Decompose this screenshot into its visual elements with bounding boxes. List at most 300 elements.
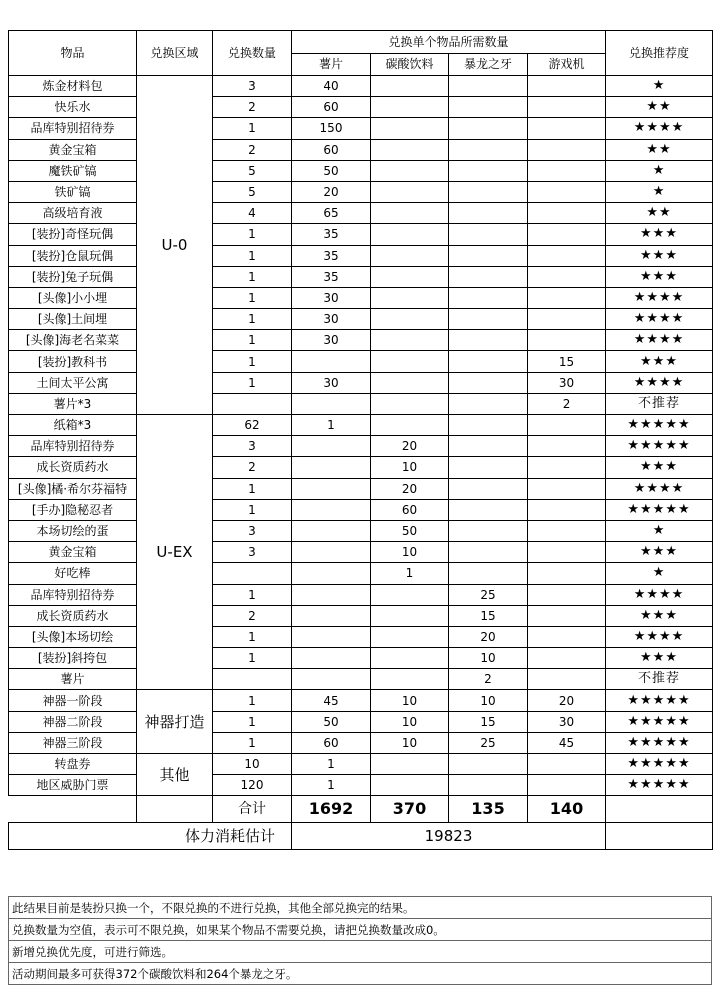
table-row [9, 118, 713, 139]
cost-soda [371, 203, 449, 224]
cost-soda [371, 266, 449, 287]
quantity-cell: 1 [213, 690, 292, 711]
table-row [9, 626, 713, 647]
item-name: 好吃棒 [9, 563, 137, 584]
cost-fang [449, 542, 528, 563]
cost-chips: 35 [292, 224, 371, 245]
table-row [9, 309, 713, 330]
recommend-rating: ★ [606, 181, 713, 202]
cost-fang [449, 224, 528, 245]
quantity-cell: 3 [213, 436, 292, 457]
cost-fang: 20 [449, 626, 528, 647]
cost-console [528, 203, 606, 224]
total-empty [9, 796, 137, 823]
table-row [9, 97, 713, 118]
note-row [9, 897, 712, 919]
quantity-cell: 1 [213, 118, 292, 139]
cost-fang [449, 351, 528, 372]
recommend-rating: ★★★ [606, 457, 713, 478]
cost-fang [449, 415, 528, 436]
quantity-cell: 2 [213, 97, 292, 118]
cost-chips: 65 [292, 203, 371, 224]
table-row [9, 478, 713, 499]
cost-fang: 15 [449, 711, 528, 732]
note-text: 此结果目前是装扮只换一个，不限兑换的不进行兑换，其他全部兑换完的结果。 [9, 897, 712, 919]
cost-soda: 10 [371, 690, 449, 711]
item-name: 本场切绘的蛋 [9, 520, 137, 541]
cost-soda [371, 393, 449, 414]
item-name: 黄金宝箱 [9, 139, 137, 160]
cost-soda [371, 76, 449, 97]
region-cell: 神器打造 [137, 690, 213, 754]
item-name: [头像]土间埋 [9, 309, 137, 330]
quantity-cell: 2 [213, 605, 292, 626]
cost-soda [371, 139, 449, 160]
table-row [9, 711, 713, 732]
table-row [9, 372, 713, 393]
cost-fang [449, 499, 528, 520]
item-name: [装扮]斜挎包 [9, 648, 137, 669]
cost-soda [371, 309, 449, 330]
cost-soda [371, 754, 449, 775]
cost-console [528, 139, 606, 160]
recommend-rating: ★★★★★ [606, 754, 713, 775]
table-row [9, 181, 713, 202]
item-name: [头像]本场切绘 [9, 626, 137, 647]
cost-fang [449, 76, 528, 97]
recommend-rating: ★★ [606, 203, 713, 224]
cost-chips [292, 457, 371, 478]
recommend-rating: ★★★★ [606, 309, 713, 330]
item-name: 魔铁矿镐 [9, 160, 137, 181]
recommend-rating: 不推荐 [606, 393, 713, 414]
item-name: [装扮]奇怪玩偶 [9, 224, 137, 245]
cost-console [528, 754, 606, 775]
recommend-rating: ★★★★ [606, 118, 713, 139]
cost-console: 30 [528, 372, 606, 393]
item-name: 品库特别招待券 [9, 584, 137, 605]
cost-soda [371, 775, 449, 796]
total-chips: 1692 [292, 796, 371, 823]
cost-console [528, 224, 606, 245]
cost-console: 20 [528, 690, 606, 711]
recommend-rating: ★★★ [606, 224, 713, 245]
quantity-cell: 1 [213, 478, 292, 499]
recommend-rating: ★ [606, 520, 713, 541]
table-row [9, 287, 713, 308]
cost-soda [371, 669, 449, 690]
table-row [9, 775, 713, 796]
cost-chips: 20 [292, 181, 371, 202]
recommend-rating: ★★★★★ [606, 436, 713, 457]
note-row [9, 919, 712, 941]
cost-fang [449, 478, 528, 499]
table-row [9, 160, 713, 181]
quantity-cell: 120 [213, 775, 292, 796]
recommend-rating: ★★★★★ [606, 732, 713, 753]
quantity-cell [213, 393, 292, 414]
header-region: 兑换区域 [137, 31, 213, 76]
cost-console [528, 181, 606, 202]
cost-soda [371, 648, 449, 669]
item-name: 成长资质药水 [9, 605, 137, 626]
recommend-rating: ★★★ [606, 245, 713, 266]
cost-soda [371, 118, 449, 139]
cost-chips [292, 393, 371, 414]
table-row [9, 563, 713, 584]
total-fang: 135 [449, 796, 528, 823]
table-body [9, 76, 713, 796]
recommend-rating: ★★★★★ [606, 499, 713, 520]
cost-soda: 20 [371, 436, 449, 457]
item-name: [头像]小小埋 [9, 287, 137, 308]
cost-chips: 50 [292, 711, 371, 732]
recommend-rating: ★★★ [606, 542, 713, 563]
total-console: 140 [528, 796, 606, 823]
recommend-rating: ★★★★★ [606, 775, 713, 796]
cost-chips: 35 [292, 245, 371, 266]
cost-chips [292, 669, 371, 690]
cost-soda: 1 [371, 563, 449, 584]
cost-soda: 10 [371, 711, 449, 732]
cost-soda [371, 160, 449, 181]
quantity-cell: 4 [213, 203, 292, 224]
quantity-cell: 1 [213, 499, 292, 520]
item-name: [头像]橘·希尔芬福特 [9, 478, 137, 499]
cost-fang: 2 [449, 669, 528, 690]
quantity-cell: 1 [213, 626, 292, 647]
item-name: 神器一阶段 [9, 690, 137, 711]
cost-soda: 20 [371, 478, 449, 499]
cost-fang [449, 97, 528, 118]
cost-fang [449, 287, 528, 308]
table-row [9, 245, 713, 266]
cost-chips: 40 [292, 76, 371, 97]
cost-chips [292, 648, 371, 669]
table-row [9, 520, 713, 541]
cost-fang: 10 [449, 690, 528, 711]
total-empty-2 [137, 796, 213, 823]
header-currency-chips: 薯片 [292, 53, 371, 76]
header-currency-soda: 碳酸饮料 [371, 53, 449, 76]
quantity-cell: 10 [213, 754, 292, 775]
table-row [9, 330, 713, 351]
cost-fang [449, 436, 528, 457]
cost-console [528, 160, 606, 181]
cost-fang [449, 775, 528, 796]
cost-fang [449, 330, 528, 351]
recommend-rating: ★★★★ [606, 372, 713, 393]
recommend-rating: 不推荐 [606, 669, 713, 690]
cost-soda [371, 415, 449, 436]
cost-console [528, 563, 606, 584]
note-text: 活动期间最多可获得372个碳酸饮料和264个暴龙之牙。 [9, 963, 712, 985]
cost-soda: 10 [371, 457, 449, 478]
cost-chips [292, 520, 371, 541]
table-row [9, 499, 713, 520]
cost-fang: 25 [449, 732, 528, 753]
cost-soda [371, 605, 449, 626]
table-row [9, 732, 713, 753]
notes-table [8, 896, 712, 985]
cost-fang [449, 118, 528, 139]
cost-fang [449, 309, 528, 330]
recommend-rating: ★★★★ [606, 478, 713, 499]
recommend-rating: ★★★★ [606, 287, 713, 308]
table-row [9, 224, 713, 245]
item-name: 成长资质药水 [9, 457, 137, 478]
header-currency-fang: 暴龙之牙 [449, 53, 528, 76]
item-name: 品库特别招待券 [9, 436, 137, 457]
cost-soda [371, 372, 449, 393]
cost-fang: 10 [449, 648, 528, 669]
cost-chips [292, 584, 371, 605]
cost-fang [449, 160, 528, 181]
cost-chips: 35 [292, 266, 371, 287]
cost-console [528, 605, 606, 626]
recommend-rating: ★★★★ [606, 584, 713, 605]
total-soda: 370 [371, 796, 449, 823]
item-name: [装扮]仓鼠玩偶 [9, 245, 137, 266]
cost-chips [292, 605, 371, 626]
item-name: [手办]隐秘忍者 [9, 499, 137, 520]
cost-chips: 50 [292, 160, 371, 181]
cost-soda: 50 [371, 520, 449, 541]
total-row [9, 796, 713, 823]
stamina-row [9, 823, 713, 850]
quantity-cell: 1 [213, 732, 292, 753]
item-name: 铁矿镐 [9, 181, 137, 202]
quantity-cell [213, 563, 292, 584]
table-row [9, 754, 713, 775]
table-row [9, 436, 713, 457]
recommend-rating: ★★★ [606, 648, 713, 669]
cost-soda: 60 [371, 499, 449, 520]
cost-console: 2 [528, 393, 606, 414]
cost-console [528, 309, 606, 330]
table-row [9, 457, 713, 478]
cost-soda [371, 181, 449, 202]
cost-console [528, 478, 606, 499]
quantity-cell: 1 [213, 351, 292, 372]
cost-chips [292, 436, 371, 457]
cost-fang [449, 372, 528, 393]
cost-console [528, 76, 606, 97]
header-item: 物品 [9, 31, 137, 76]
quantity-cell: 1 [213, 245, 292, 266]
quantity-cell: 5 [213, 181, 292, 202]
table-row [9, 203, 713, 224]
item-name: 薯片*3 [9, 393, 137, 414]
quantity-cell: 3 [213, 76, 292, 97]
recommend-rating: ★ [606, 160, 713, 181]
quantity-cell: 1 [213, 584, 292, 605]
item-name: 神器三阶段 [9, 732, 137, 753]
item-name: 炼金材料包 [9, 76, 137, 97]
table-row [9, 351, 713, 372]
cost-console [528, 775, 606, 796]
recommend-rating: ★★★★★ [606, 690, 713, 711]
recommend-rating: ★★★★★ [606, 415, 713, 436]
total-label: 合计 [213, 796, 292, 823]
recommend-rating: ★★★ [606, 605, 713, 626]
cost-chips [292, 478, 371, 499]
item-name: [头像]海老名菜菜 [9, 330, 137, 351]
cost-chips: 30 [292, 287, 371, 308]
quantity-cell: 1 [213, 266, 292, 287]
quantity-cell: 1 [213, 711, 292, 732]
cost-chips: 1 [292, 415, 371, 436]
item-name: 纸箱*3 [9, 415, 137, 436]
recommend-rating: ★★★ [606, 351, 713, 372]
cost-console: 15 [528, 351, 606, 372]
cost-chips: 1 [292, 754, 371, 775]
cost-chips: 45 [292, 690, 371, 711]
recommend-rating: ★★★★ [606, 330, 713, 351]
cost-console [528, 287, 606, 308]
cost-fang [449, 181, 528, 202]
cost-console [528, 245, 606, 266]
header-quantity: 兑换数量 [213, 31, 292, 76]
recommend-rating: ★★ [606, 139, 713, 160]
cost-console [528, 648, 606, 669]
cost-soda [371, 245, 449, 266]
table-row [9, 584, 713, 605]
item-name: 薯片 [9, 669, 137, 690]
cost-console [528, 436, 606, 457]
table-row [9, 542, 713, 563]
cost-chips [292, 499, 371, 520]
item-name: [装扮]兔子玩偶 [9, 266, 137, 287]
cost-console [528, 457, 606, 478]
cost-chips [292, 351, 371, 372]
table-row [9, 266, 713, 287]
cost-chips: 60 [292, 732, 371, 753]
item-name: 神器二阶段 [9, 711, 137, 732]
cost-console: 30 [528, 711, 606, 732]
item-name: 品库特别招待券 [9, 118, 137, 139]
cost-fang [449, 393, 528, 414]
region-cell: U-EX [137, 415, 213, 690]
table-row [9, 669, 713, 690]
cost-fang [449, 457, 528, 478]
stamina-label: 体力消耗估计 [9, 823, 292, 850]
quantity-cell: 2 [213, 457, 292, 478]
header-recommend: 兑换推荐度 [606, 31, 713, 76]
cost-fang [449, 520, 528, 541]
cost-console [528, 499, 606, 520]
cost-fang [449, 266, 528, 287]
stamina-value: 19823 [292, 823, 606, 850]
quantity-cell: 1 [213, 224, 292, 245]
recommend-rating: ★★★ [606, 266, 713, 287]
quantity-cell: 1 [213, 648, 292, 669]
table-row [9, 415, 713, 436]
quantity-cell: 1 [213, 330, 292, 351]
quantity-cell: 1 [213, 372, 292, 393]
quantity-cell: 62 [213, 415, 292, 436]
table-row [9, 690, 713, 711]
region-cell: 其他 [137, 754, 213, 796]
table-row [9, 393, 713, 414]
item-name: [装扮]教科书 [9, 351, 137, 372]
cost-fang [449, 139, 528, 160]
cost-console [528, 266, 606, 287]
exchange-table [8, 30, 713, 850]
table-row [9, 76, 713, 97]
table-row [9, 605, 713, 626]
cost-chips: 30 [292, 330, 371, 351]
cost-fang [449, 245, 528, 266]
quantity-cell: 3 [213, 542, 292, 563]
cost-chips: 30 [292, 309, 371, 330]
cost-console [528, 669, 606, 690]
cost-console [528, 584, 606, 605]
quantity-cell: 1 [213, 287, 292, 308]
item-name: 地区威胁门票 [9, 775, 137, 796]
note-text: 新增兑换优先度，可进行筛选。 [9, 941, 712, 963]
cost-soda [371, 330, 449, 351]
quantity-cell: 3 [213, 520, 292, 541]
cost-fang: 25 [449, 584, 528, 605]
cost-console [528, 97, 606, 118]
cost-soda: 10 [371, 542, 449, 563]
cost-console [528, 330, 606, 351]
recommend-rating: ★ [606, 76, 713, 97]
cost-fang [449, 563, 528, 584]
item-name: 快乐水 [9, 97, 137, 118]
cost-chips: 30 [292, 372, 371, 393]
table-row [9, 648, 713, 669]
cost-console [528, 118, 606, 139]
quantity-cell: 1 [213, 309, 292, 330]
table-row [9, 139, 713, 160]
quantity-cell [213, 669, 292, 690]
note-row [9, 963, 712, 985]
cost-chips: 60 [292, 139, 371, 160]
cost-soda [371, 626, 449, 647]
cost-soda: 10 [371, 732, 449, 753]
cost-soda [371, 584, 449, 605]
cost-soda [371, 351, 449, 372]
item-name: 高级培育液 [9, 203, 137, 224]
recommend-rating: ★ [606, 563, 713, 584]
cost-fang [449, 203, 528, 224]
quantity-cell: 5 [213, 160, 292, 181]
total-recommend-empty [606, 796, 713, 823]
cost-soda [371, 97, 449, 118]
cost-console: 45 [528, 732, 606, 753]
cost-chips: 1 [292, 775, 371, 796]
recommend-rating: ★★★★★ [606, 711, 713, 732]
cost-fang [449, 754, 528, 775]
region-cell: U-0 [137, 76, 213, 415]
cost-chips [292, 542, 371, 563]
cost-chips: 150 [292, 118, 371, 139]
recommend-rating: ★★ [606, 97, 713, 118]
header-cost-group: 兑换单个物品所需数量 [292, 31, 606, 54]
header-currency-console: 游戏机 [528, 53, 606, 76]
quantity-cell: 2 [213, 139, 292, 160]
note-text: 兑换数量为空值，表示可不限兑换，如果某个物品不需要兑换，请把兑换数量改成0。 [9, 919, 712, 941]
note-row [9, 941, 712, 963]
cost-fang: 15 [449, 605, 528, 626]
cost-soda [371, 287, 449, 308]
item-name: 转盘券 [9, 754, 137, 775]
item-name: 土间太平公寓 [9, 372, 137, 393]
item-name: 黄金宝箱 [9, 542, 137, 563]
recommend-rating: ★★★★ [606, 626, 713, 647]
